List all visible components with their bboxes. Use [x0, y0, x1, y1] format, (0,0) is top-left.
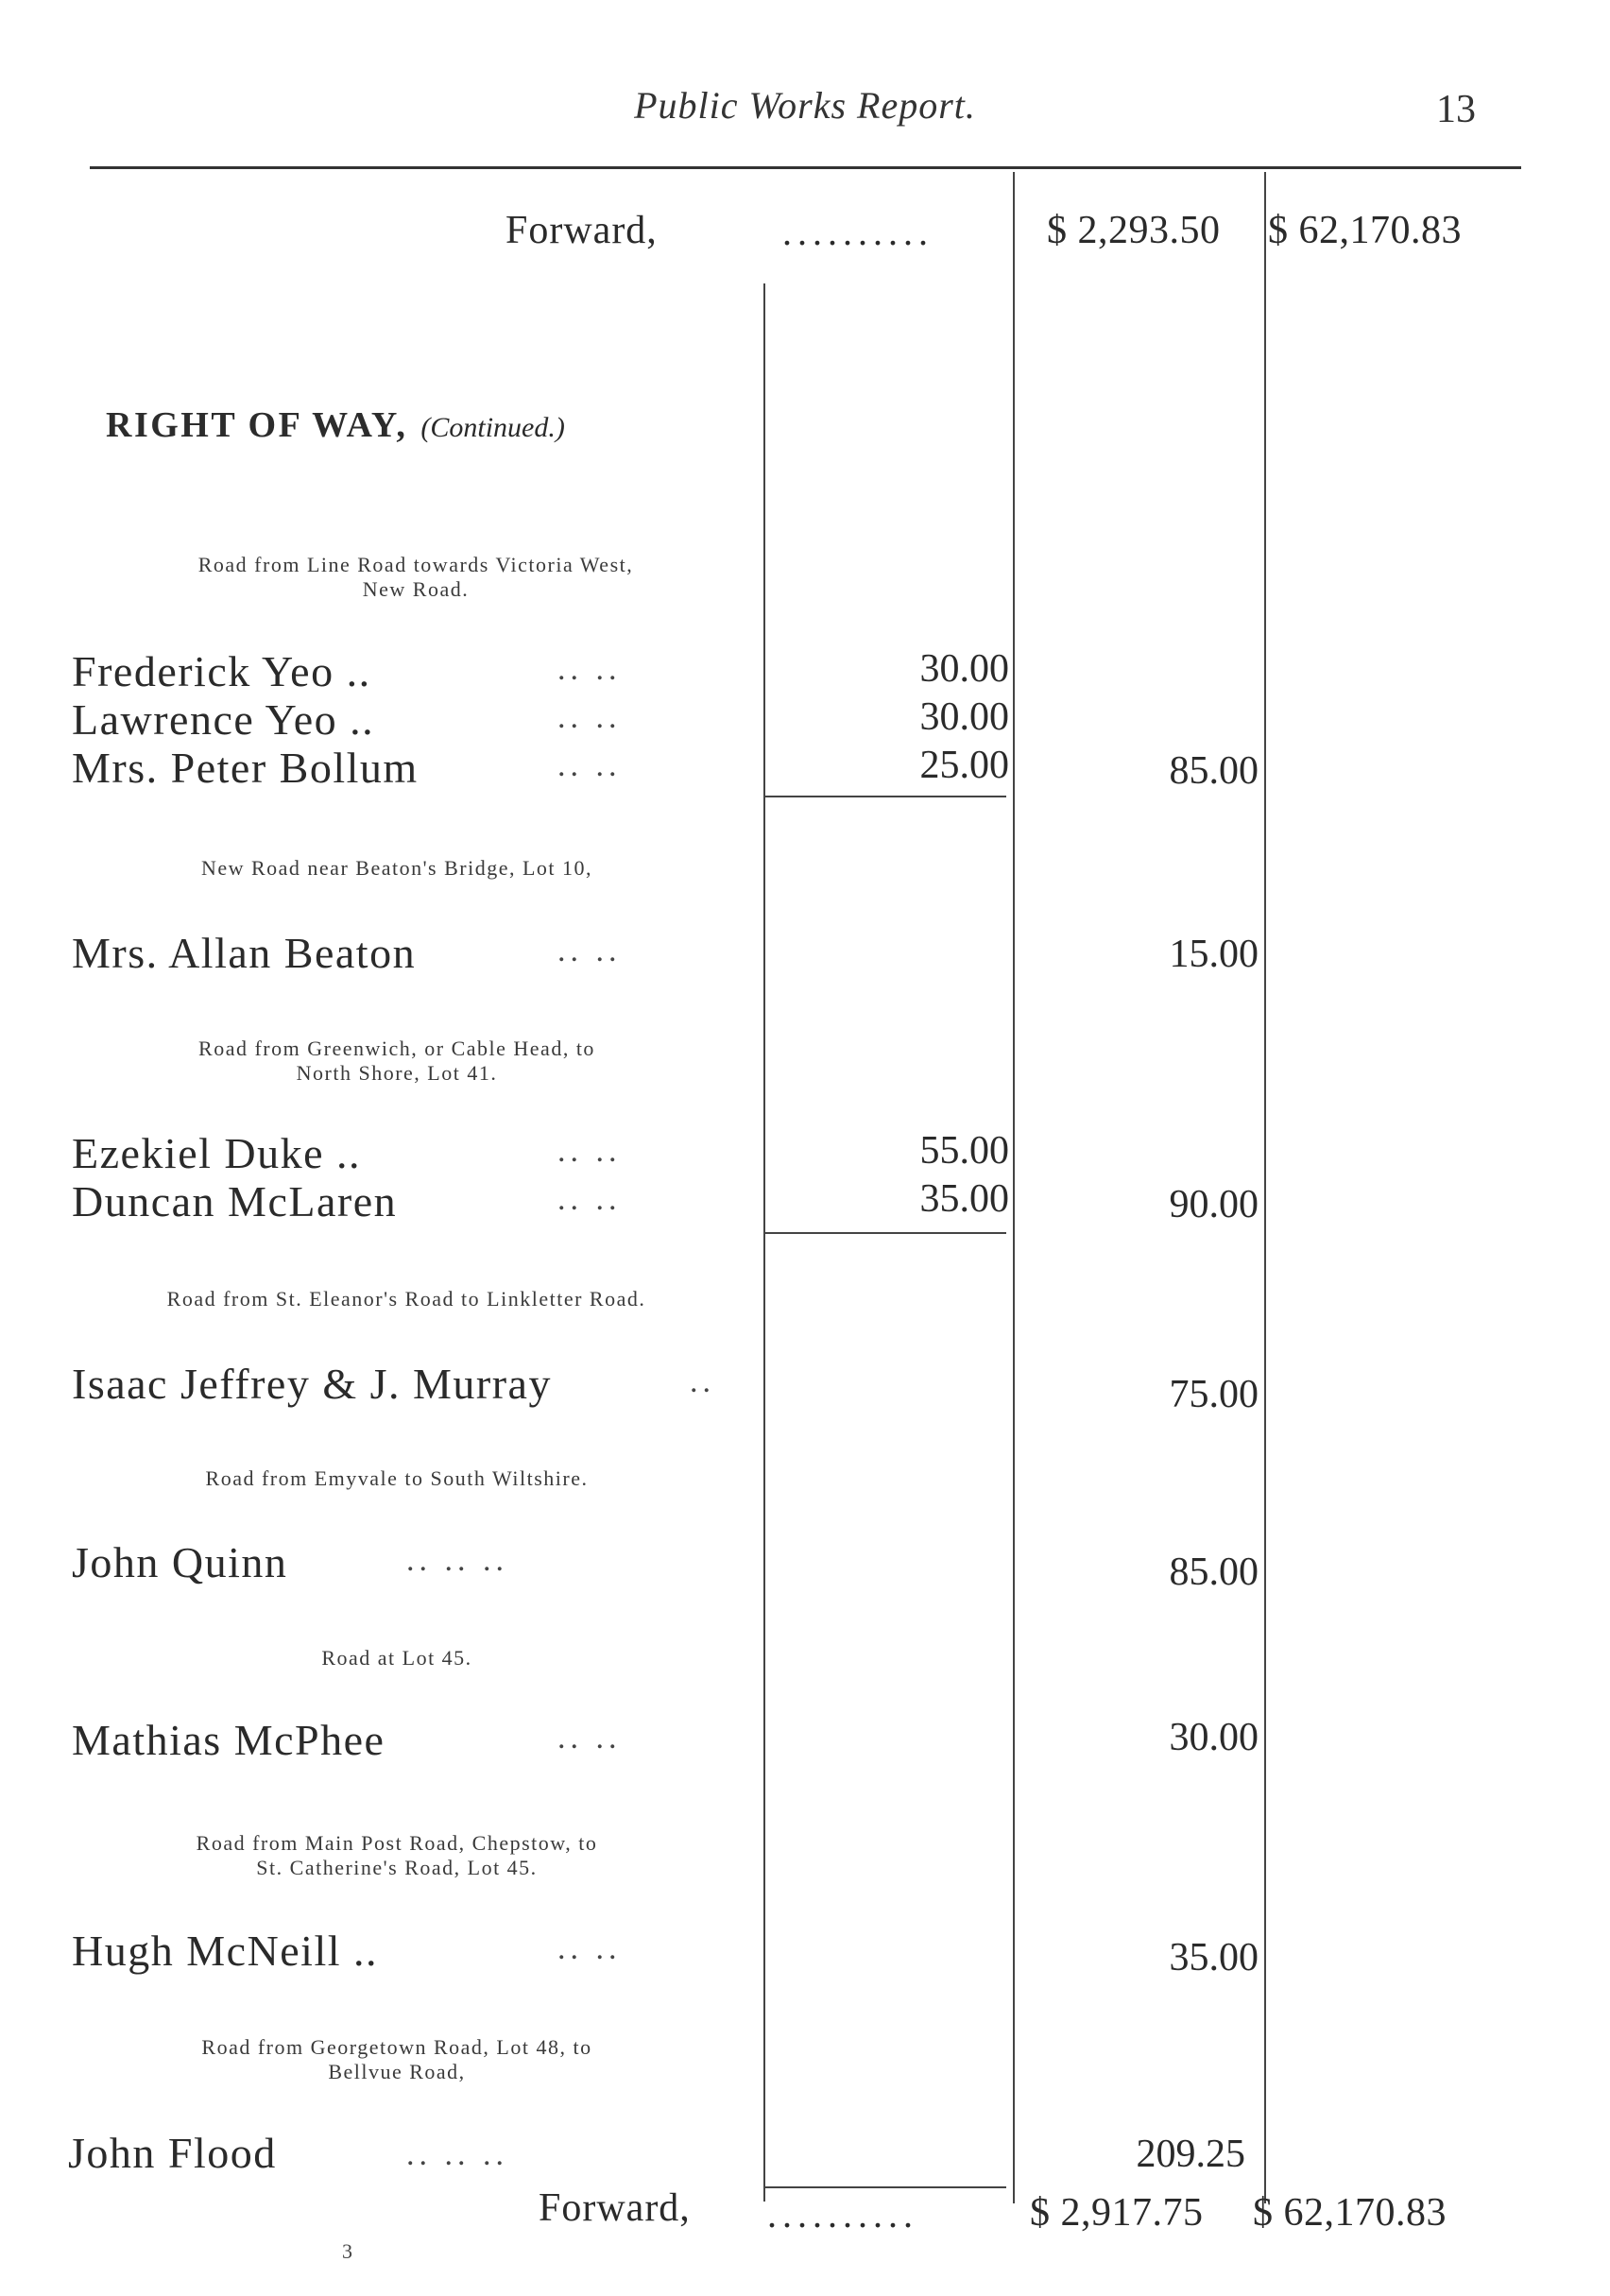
group-total: 35.00 — [1169, 1936, 1259, 1979]
forward-total-top: $ 62,170.83 — [1268, 209, 1462, 252]
group-total: 85.00 — [1169, 1551, 1259, 1594]
payee-name: Ezekiel Duke .. — [72, 1129, 362, 1177]
entry-amount: 35.00 — [919, 1177, 1009, 1221]
section-heading — [106, 404, 565, 446]
leader-dots: .. .. — [557, 1721, 622, 1756]
group-caption: Road from Emyvale to South Wiltshire. — [205, 1466, 589, 1490]
forward-label-bottom: Forward, — [539, 2186, 691, 2230]
group-caption: Road from Line Road towards Victoria West, New Road. — [197, 553, 634, 601]
leader-dots: .. .. — [557, 652, 622, 687]
payee-name: Isaac Jeffrey & J. Murray — [72, 1360, 552, 1408]
group-caption: Road from Main Post Road, Chepstow, to St. Catherine's Road, Lot 45. — [196, 1831, 598, 1879]
subtotal-rule — [765, 1232, 1006, 1234]
group-total: 30.00 — [1169, 1716, 1259, 1759]
leader-dots: .. .. — [557, 1931, 622, 1966]
group-total: 85.00 — [1169, 749, 1259, 793]
group-caption: Road from Greenwich, or Cable Head, to North Shore, Lot 41. — [198, 1037, 595, 1085]
entry-amount: 30.00 — [919, 695, 1009, 739]
forward-label-top: Forward, — [505, 209, 658, 252]
group-total: 90.00 — [1169, 1183, 1259, 1226]
entry-amount: 30.00 — [919, 647, 1009, 691]
group-caption: Road at Lot 45. — [321, 1646, 472, 1670]
column-rule-middle — [1013, 172, 1015, 2203]
payee-name: Mrs. Allan Beaton — [72, 929, 417, 977]
leader-dots: .. .. .. — [406, 2137, 508, 2172]
group-caption: New Road near Beaton's Bridge, Lot 10, — [200, 856, 593, 880]
section-title: RIGHT OF WAY, — [106, 405, 408, 445]
forward-subtotal-bottom: $ 2,917.75 — [1030, 2191, 1204, 2235]
group-total: 15.00 — [1169, 933, 1259, 976]
forward-subtotal-top: $ 2,293.50 — [1047, 209, 1221, 252]
forward-total-bottom: $ 62,170.83 — [1253, 2191, 1447, 2235]
payee-name: Lawrence Yeo .. — [72, 695, 375, 744]
leader-dots: .. — [690, 1364, 715, 1399]
group-total: 75.00 — [1169, 1373, 1259, 1416]
signature-mark: 3 — [342, 2239, 352, 2263]
group-caption: Road from Georgetown Road, Lot 48, to Bellvue Road, — [201, 2035, 592, 2083]
subtotal-rule — [765, 796, 1006, 797]
leader-dots: .. .. .. — [406, 1543, 508, 1578]
page-number: 13 — [1436, 88, 1476, 131]
entry-amount: 25.00 — [919, 744, 1009, 787]
header-rule — [90, 166, 1521, 169]
payee-name: Mrs. Peter Bollum — [72, 744, 419, 792]
forward-leaders-bottom: .......... — [767, 2193, 918, 2236]
section-continued: (Continued.) — [420, 412, 565, 443]
group-total: 209.25 — [1136, 2133, 1245, 2176]
leader-dots: .. .. — [557, 1182, 622, 1217]
column-rule-left — [763, 283, 765, 2202]
leader-dots: .. .. — [557, 700, 622, 735]
payee-name: Hugh McNeill .. — [72, 1927, 379, 1975]
subtotal-rule — [765, 2186, 1006, 2188]
entry-amount: 55.00 — [919, 1129, 1009, 1173]
column-rule-right — [1264, 172, 1266, 2203]
leader-dots: .. .. — [557, 748, 622, 783]
group-caption: Road from St. Eleanor's Road to Linkletter Road. — [166, 1287, 646, 1311]
payee-name: Mathias McPhee — [72, 1716, 385, 1764]
payee-name: Duncan McLaren — [72, 1177, 398, 1225]
leader-dots: .. .. — [557, 1134, 622, 1169]
leader-dots: .. .. — [557, 934, 622, 968]
payee-name: John Flood — [68, 2129, 277, 2177]
running-head: Public Works Report. — [634, 84, 976, 127]
payee-name: John Quinn — [72, 1538, 288, 1586]
forward-leaders-top: .......... — [782, 211, 933, 253]
payee-name: Frederick Yeo .. — [72, 647, 371, 695]
